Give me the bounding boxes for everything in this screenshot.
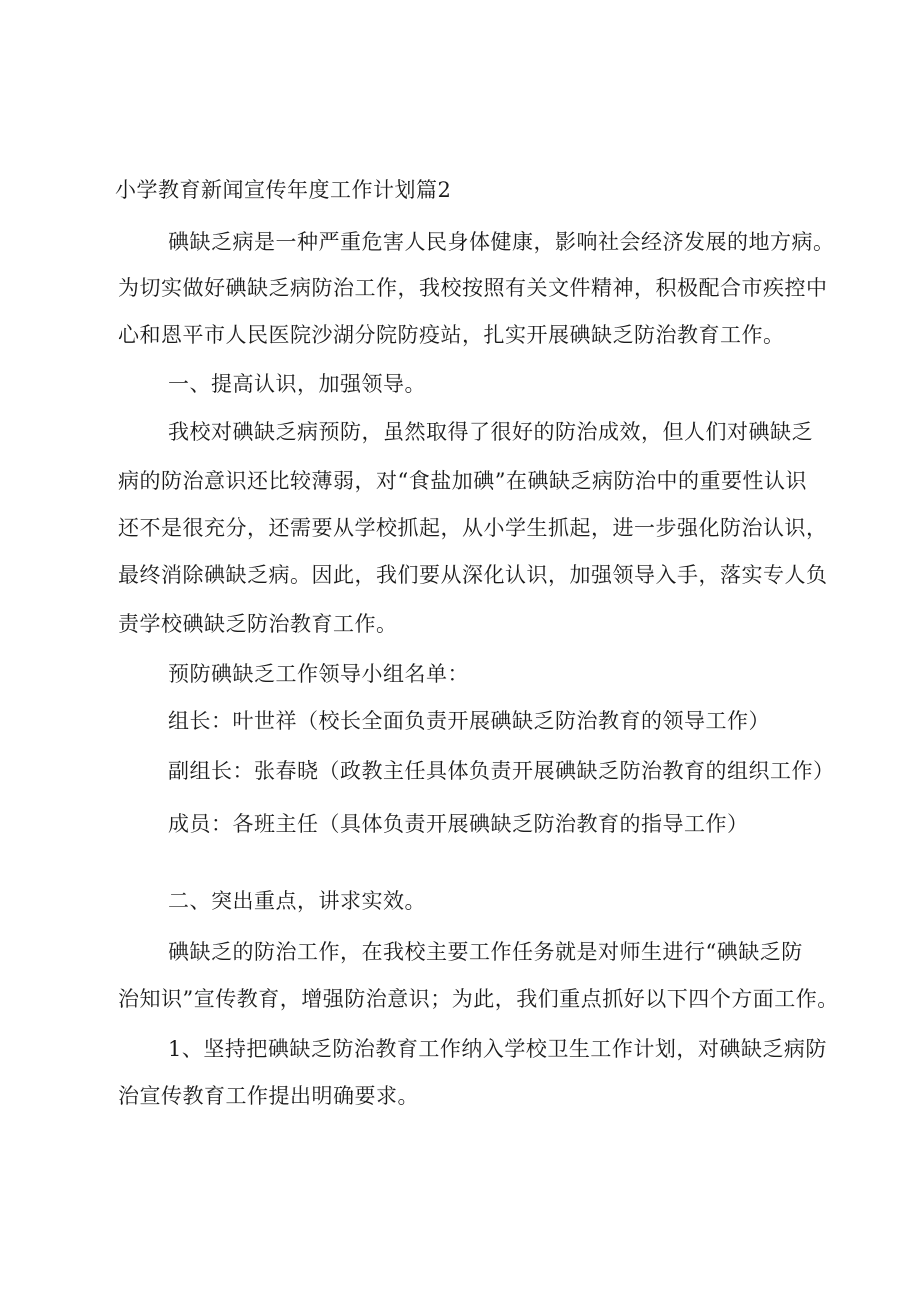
section-heading: 二、突出重点，讲求实效。 [168,889,426,913]
paragraph-line: 我校对碘缺乏病预防，虽然取得了很好的防治成效，但人们对碘缺乏 [168,420,813,444]
paragraph-line: 病的防治意识还比较薄弱，对“食盐加碘”在碘缺乏病防治中的重要性认识 [118,469,807,493]
paragraph-line: 最终消除碘缺乏病。因此，我们要从深化认识，加强领导入手，落实专人负 [118,563,828,587]
paragraph-line: 碘缺乏的防治工作，在我校主要工作任务就是对师生进行“碘缺乏防 [168,940,803,964]
list-heading: 预防碘缺乏工作领导小组名单： [168,662,469,686]
paragraph-line: 为切实做好碘缺乏病防治工作，我校按照有关文件精神，积极配合市疾控中 [118,276,828,300]
document-title: 小学教育新闻宣传年度工作计划篇2 [115,178,452,202]
paragraph-line: 心和恩平市人民医院沙湖分院防疫站，扎实开展碘缺乏防治教育工作。 [118,323,785,347]
paragraph-line: 碘缺乏病是一种严重危害人民身体健康，影响社会经济发展的地方病。 [168,230,835,254]
section-heading: 一、提高认识，加强领导。 [168,372,426,396]
paragraph-line: 治知识”宣传教育，增强防治意识；为此，我们重点抓好以下四个方面工作。 [118,987,839,1011]
paragraph-line: 还不是很充分，还需要从学校抓起，从小学生抓起，进一步强化防治认识， [118,516,828,540]
paragraph-line: 1、坚持把碘缺乏防治教育工作纳入学校卫生工作计划，对碘缺乏病防 [168,1037,827,1061]
list-item: 组长：叶世祥（校长全面负责开展碘缺乏防治教育的领导工作） [168,709,770,733]
paragraph-line: 治宣传教育工作提出明确要求。 [118,1084,419,1108]
paragraph-line: 责学校碘缺乏防治教育工作。 [118,612,398,636]
list-item: 成员：各班主任（具体负责开展碘缺乏防治教育的指导工作） [168,812,749,836]
list-item: 副组长：张春晓（政教主任具体负责开展碘缺乏防治教育的组织工作） [168,759,835,783]
